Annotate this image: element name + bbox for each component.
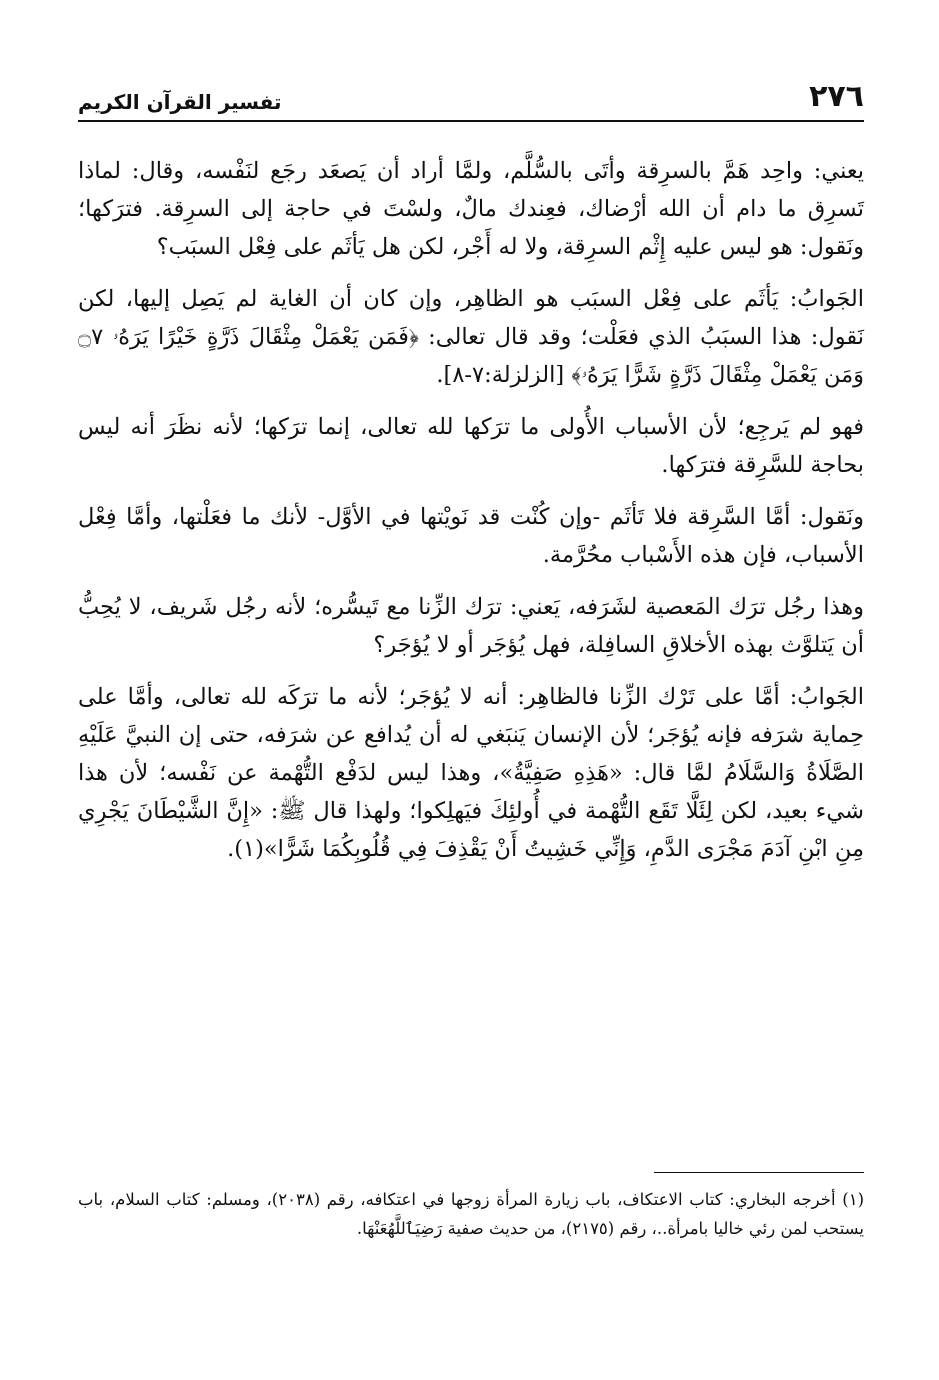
page-body bbox=[78, 152, 864, 868]
paragraph: الجَوابُ: يَأثَم على فِعْل السبَب هو الظاهِر، وإن كان أن الغاية لم يَصِل إليها، لكن نَقول: هذا السبَبُ الذي فعَلْت؛ وقد قال تعالى: ﴿فَمَن يَعْمَلْ مِثْقَالَ ذَرَّةٍ خَيْرًا يَرَهُۥ ۝٧ وَمَن يَعْمَلْ مِثْقَالَ ذَرَّةٍ شَرًّا يَرَهُۥ﴾ [الزلزلة:٧-٨]. bbox=[78, 286, 864, 388]
paragraph: الجَوابُ: أمَّا على تَرْك الزِّنا فالظاهِر: أنه لا يُؤجَر؛ لأنه ما ترَكَه لله تعالى، وأمَّا على حِماية شرَفه فإنه يُؤجَر؛ لأن الإنسان يَنبَغي له أن يُدافع عن شرَفه، حتى إن النبيَّ عَلَيْهِ الصَّلَاةُ وَالسَّلَامُ لمَّا قال: «هَذِهِ صَفِيَّةُ»، وهذا ليس لدَفْع التُّهْمة عن نَفْسه؛ لأن هذا شيء بعيد، لكن لِئَلَّا تَقَع التُّهْمة في أُولئِكَ فيَهلِكوا؛ ولهذا قال ﷺ: «إِنَّ الشَّيْطَانَ يَجْرِي مِنِ ابْنِ آدَمَ مَجْرَى الدَّمِ، وَإِنِّي خَشِيتُ أَنْ يَقْذِفَ فِي قُلُوبِكُمَا شَرًّا»(١). bbox=[78, 684, 864, 862]
page-number: ٢٧٦ bbox=[809, 79, 864, 114]
footnote-divider bbox=[654, 1172, 864, 1173]
footnote: (١) أخرجه البخاري: كتاب الاعتكاف، باب زيارة المرأة زوجها في اعتكافه، رقم (٢٠٣٨)، ومسلم: كتاب السلام، باب يستحب لمن رئي خاليا بامرأة..، رقم (٢١٧٥)، من حديث صفية رَضِيَٱللَّهُعَنْهَا. bbox=[78, 1190, 864, 1238]
running-title: تفسير القرآن الكريم bbox=[78, 90, 282, 114]
paragraph: ونَقول: أمَّا السَّرِقة فلا تَأثَم -وإن كُنْت قد نَويْتها في الأوَّل- لأنك ما فعَلْتها، وأمَّا فِعْل الأسباب، فإن هذه الأَسْباب محُرَّمة. bbox=[78, 504, 864, 568]
footnotes bbox=[78, 1172, 864, 1243]
book-page bbox=[78, 72, 864, 1322]
page-header bbox=[78, 72, 864, 122]
paragraph: فهو لم يَرجِع؛ لأن الأسباب الأُولى ما ترَكها لله تعالى، إنما ترَكها؛ لأنه نظَرَ أنه ليس بحاجة للسَّرِقة فترَكها. bbox=[78, 414, 864, 478]
paragraph: يعني: واحِد هَمَّ بالسرِقة وأتَى بالسُّلَّم، ولمَّا أراد أن يَصعَد رجَع لنَفْسه، وقال: لماذا تَسرِق ما دام أن الله أرْضاك، فعِندك مالٌ، ولسْتَ في حاجة إلى السرِقة. فترَكها؛ ونَقول: هو ليس عليه إِثْم السرِقة، ولا له أَجْر، لكن هل يَأثَم على فِعْل السبَب؟ bbox=[78, 158, 864, 260]
paragraph: وهذا رجُل ترَك المَعصية لشَرَفه، يَعني: ترَك الزِّنا مع تَيسُّره؛ لأنه رجُل شَريف، لا يُحِبُّ أن يَتلوَّث بهذه الأخلاقِ السافِلة، فهل يُؤجَر أو لا يُؤجَر؟ bbox=[78, 594, 864, 658]
